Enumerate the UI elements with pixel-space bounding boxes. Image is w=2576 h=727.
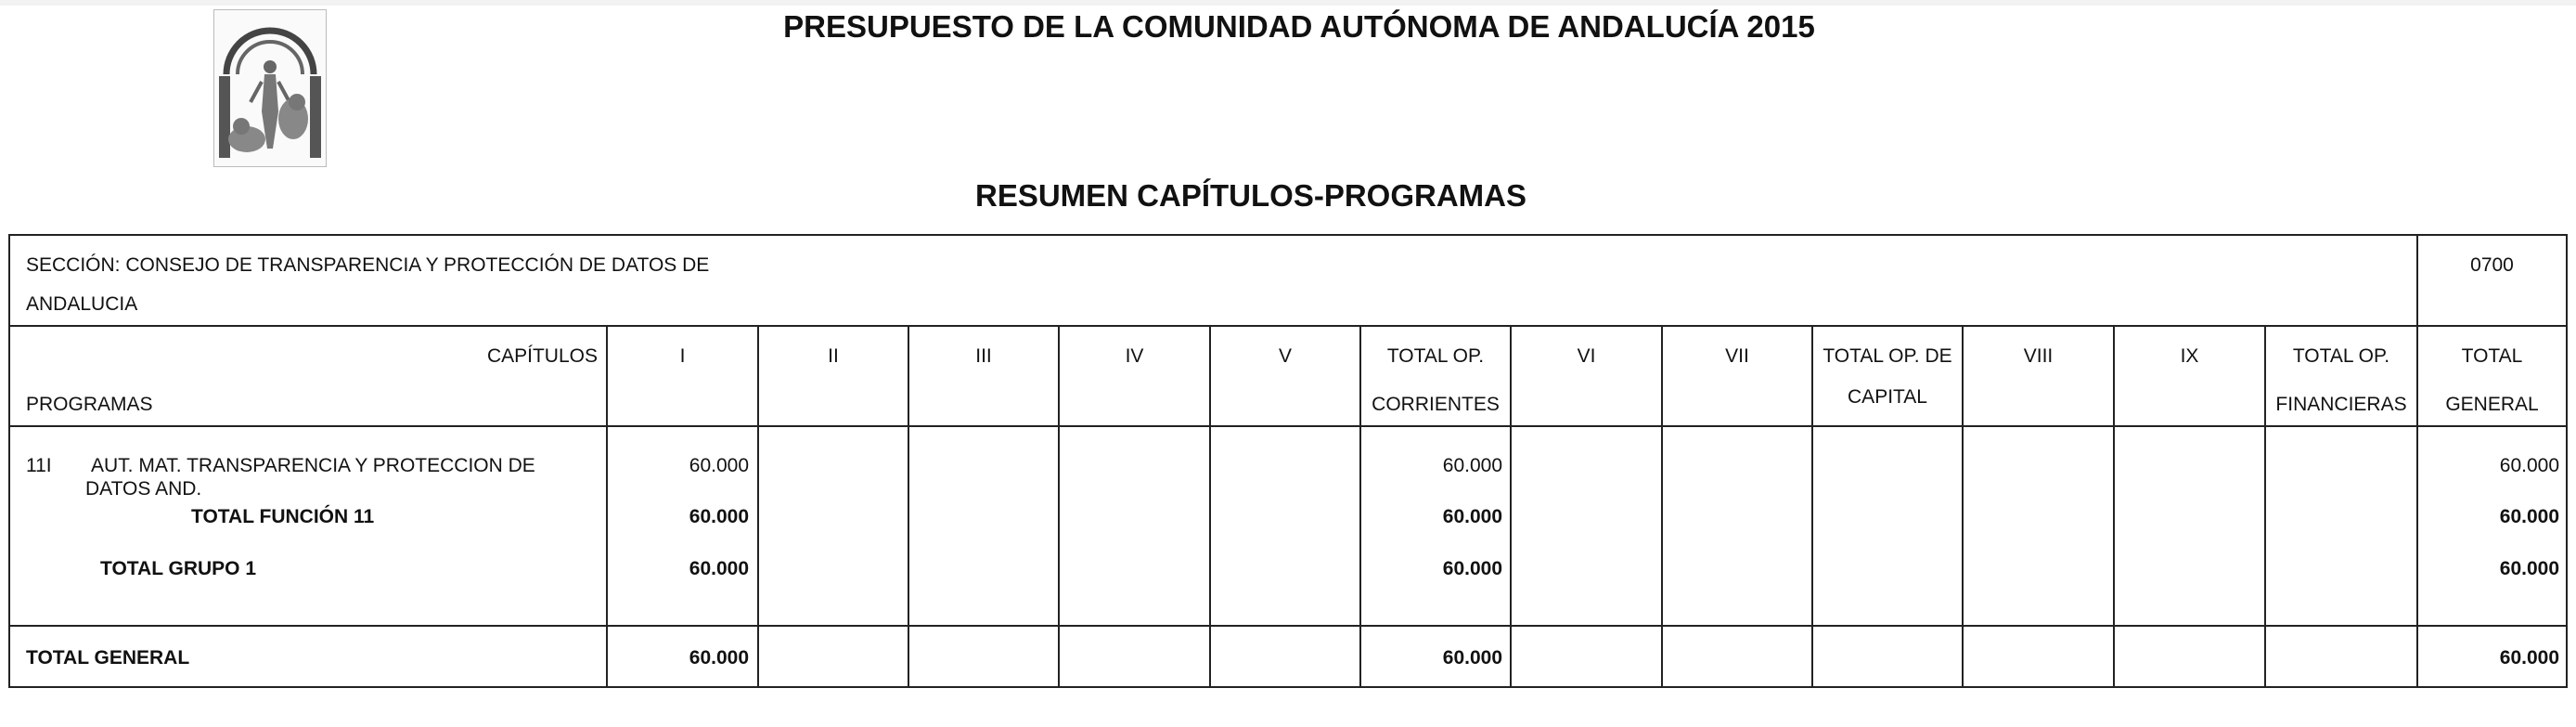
grupo-corrientes-value: 60.000 [1442,558,1502,579]
program-name-cont: DATOS AND. [85,478,202,500]
program-total-value: 60.000 [2499,455,2559,476]
program-name: AUT. MAT. TRANSPARENCIA Y PROTECCION DE [91,455,535,476]
general-cap-i-value: 60.000 [689,647,749,669]
total-funcion-label: TOTAL FUNCIÓN 11 [191,506,375,527]
grupo-total-value: 60.000 [2499,558,2559,579]
general-corrientes-value: 60.000 [1442,647,1502,669]
page-title: PRESUPUESTO DE LA COMUNIDAD AUTÓNOMA DE ANDALUCÍA 2015 [783,9,1815,44]
total-general-label: TOTAL GENERAL [26,647,190,669]
header-cap-vi: VI [1577,345,1596,367]
funcion-corrientes-value: 60.000 [1442,506,1502,527]
program-code: 11I [26,455,52,476]
program-cap-i-value: 60.000 [689,455,749,476]
header-cap-iv: IV [1125,345,1144,367]
section-name-cont: ANDALUCIA [26,293,138,315]
page-subtitle: RESUMEN CAPÍTULOS-PROGRAMAS [974,178,1527,213]
header-cap-ii: II [828,345,839,367]
header-total-corrientes: TOTAL OP. [1386,345,1485,367]
header-cap-viii: VIII [2023,345,2054,367]
header-total-general-2: GENERAL [2445,394,2539,415]
general-total-value: 60.000 [2499,647,2559,669]
section-name: SECCIÓN: CONSEJO DE TRANSPARENCIA Y PROTECCIÓN DE DATOS DE [26,254,710,276]
header-capitulos: CAPÍTULOS [486,345,598,367]
header-cap-i: I [679,345,686,367]
top-rule [0,0,2576,6]
header-total-financieras-2: FINANCIERAS [2275,394,2407,415]
header-total-corrientes-2: CORRIENTES [1372,394,1500,415]
section-code: 0700 [2470,254,2514,276]
funcion-cap-i-value: 60.000 [689,506,749,527]
header-cap-vii: VII [1725,345,1749,367]
program-corrientes-value: 60.000 [1442,455,1502,476]
header-total-capital-2: CAPITAL [1848,386,1927,408]
header-cap-ix: IX [2180,345,2199,367]
header-cap-iii: III [975,345,992,367]
header-programas: PROGRAMAS [26,394,153,415]
header-cap-v: V [1278,345,1292,367]
total-grupo-label: TOTAL GRUPO 1 [100,558,257,579]
grupo-cap-i-value: 60.000 [689,558,749,579]
header-total-general: TOTAL [2461,345,2523,367]
header-total-capital: TOTAL OP. DE [1823,345,1952,367]
funcion-total-value: 60.000 [2499,506,2559,527]
header-total-financieras: TOTAL OP. [2292,345,2390,367]
